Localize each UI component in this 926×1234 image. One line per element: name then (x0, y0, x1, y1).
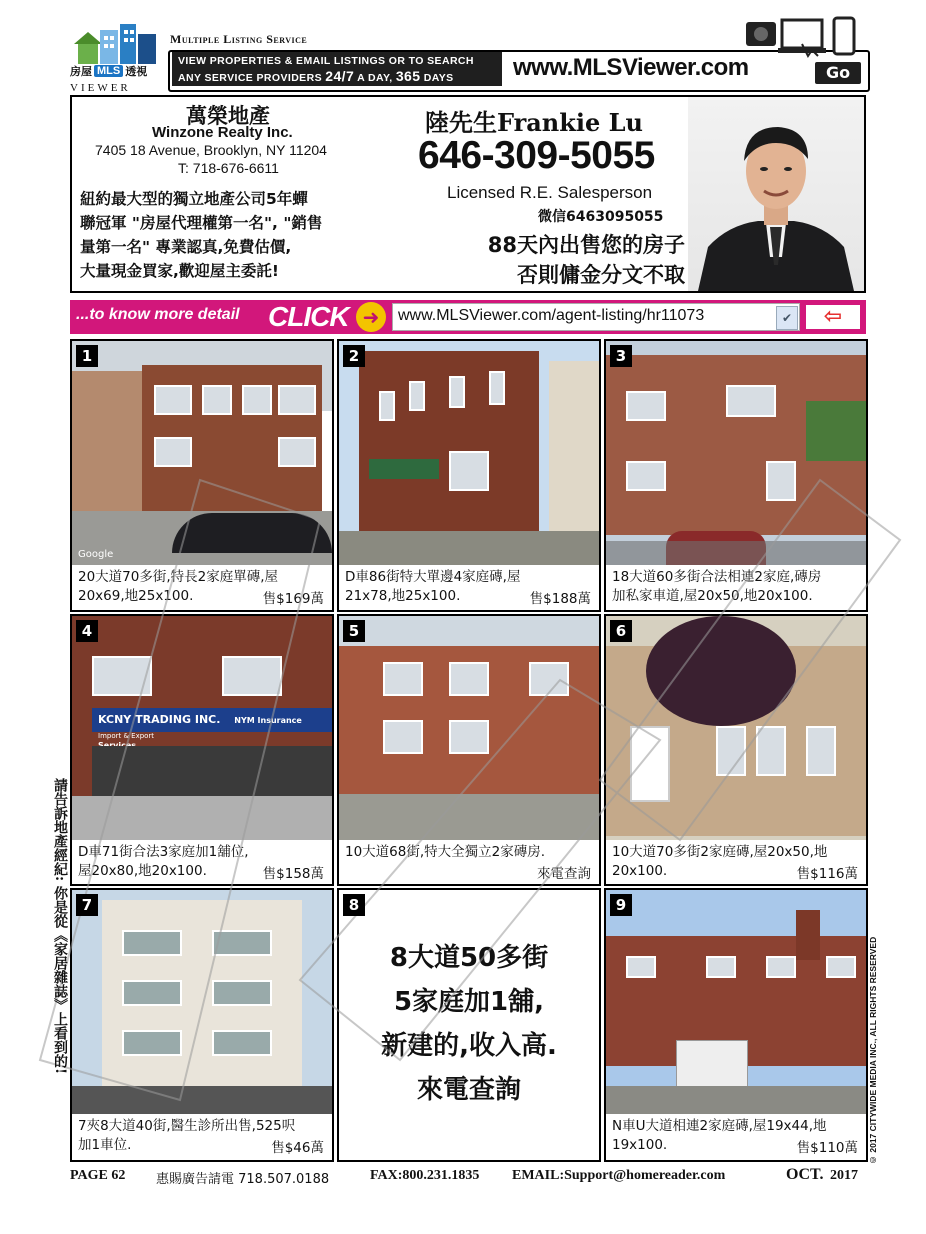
listing-number: 1 (76, 345, 98, 367)
listing-number: 9 (610, 894, 632, 916)
email: EMAIL:Support@homereader.com (512, 1168, 726, 1183)
site-url-link[interactable]: www.MLSViewer.com (513, 54, 749, 81)
listing-photo-7 (72, 890, 332, 1114)
listing-card-6[interactable] (604, 614, 868, 886)
agent-promise: 88天內出售您的房子 否則傭金分文不取 (487, 233, 685, 287)
listing-card-4[interactable] (70, 614, 334, 886)
listing-caption: 10大道68街,特大全獨立2家磚房. (345, 844, 546, 860)
logo-cn-left: 房屋 (70, 65, 92, 78)
company-name-cn: 萬榮地產 (186, 104, 270, 128)
fax: FAX:800.231.1835 (370, 1168, 480, 1183)
chevron-down-icon[interactable]: ✔ (776, 306, 798, 330)
promo-line: 紐約最大型的獨立地產公司5年蟬 (80, 190, 308, 208)
side-note: 請告訴地產經紀: 你是從《家居雜誌》上看到的! (52, 778, 68, 1075)
house-logo-icon (70, 24, 160, 66)
listing-caption: 18大道60多街合法相連2家庭,磚房 加私家車道,屋20x50,地20x100. (612, 569, 822, 604)
listing-caption: D車71街合法3家庭加1舖位, 屋20x80,地20x100. (78, 844, 249, 879)
click-word[interactable]: CLICK (268, 301, 349, 332)
page-number: PAGE 62 (70, 1168, 126, 1183)
company-name-en: Winzone Realty Inc. (152, 124, 293, 141)
listing-price: 售$110萬 (796, 1140, 858, 1156)
listing-price: 售$158萬 (262, 866, 324, 882)
listing-number: 8 (343, 894, 365, 916)
logo-cn-right: 透視 (125, 65, 148, 78)
click-bar-lead: ...to know more detail (76, 306, 240, 323)
google-mark: Google (78, 549, 114, 560)
banner-line-1: VIEW PROPERTIES & EMAIL LISTINGS OR TO SEARCH (178, 55, 474, 67)
banner-text (172, 52, 502, 86)
listing-card-7[interactable] (70, 888, 334, 1162)
listing-number: 2 (343, 345, 365, 367)
listing-photo-6 (606, 616, 866, 840)
listing-card-3[interactable] (604, 339, 868, 612)
company-phone: T: 718-676-6611 (178, 160, 279, 176)
store-sign-1: KCNY TRADING INC. (98, 713, 221, 726)
company-address: 7405 18 Avenue, Brooklyn, NY 11204 (95, 142, 327, 158)
listing-number: 6 (610, 620, 632, 642)
agent-wechat: 微信6463095055 (538, 209, 664, 225)
issue-year: 2017 (830, 1168, 858, 1183)
listing-photo-3 (606, 341, 866, 565)
listing-card-1[interactable] (70, 339, 334, 612)
promo-line: 量第一名" 專業認真,免費估價, (80, 238, 292, 256)
listing-photo-4 (72, 616, 332, 840)
listing-price: 售$169萬 (262, 591, 324, 607)
copyright: © 2017 CITYWIDE MEDIA INC., ALL RIGHTS RESERVED (868, 936, 878, 1165)
agent-portrait-icon (688, 97, 864, 291)
listing-photo-5 (339, 616, 599, 840)
issue-month: OCT. (786, 1166, 824, 1183)
listing-caption: N車U大道相連2家庭磚,屋19x44,地 19x100. (612, 1118, 827, 1153)
listing-url[interactable]: www.MLSViewer.com/agent-listing/hr11073 (398, 307, 705, 324)
listing-caption: 10大道70多街2家庭磚,屋20x50,地 20x100. (612, 844, 828, 879)
listing-photo-1 (72, 341, 332, 565)
promo-line: 大量現金買家,歡迎屋主委託! (80, 262, 279, 280)
agent-license: Licensed R.E. Salesperson (447, 183, 653, 202)
listing-number: 7 (76, 894, 98, 916)
store-sign-sub: Import & Export (98, 732, 155, 740)
listing-card-5[interactable] (337, 614, 601, 886)
agent-photo (688, 97, 864, 291)
back-arrow-button[interactable]: ⇦ (804, 303, 862, 331)
listing-price: 售$188萬 (529, 591, 591, 607)
listing-price: 售$116萬 (796, 866, 858, 882)
listing-inquiry: 來電查詢 (537, 866, 591, 882)
listing-number: 3 (610, 345, 632, 367)
company-promo (80, 187, 420, 283)
listing-card-9[interactable] (604, 888, 868, 1162)
agent-name: 陸先生Frankie Lu (425, 108, 643, 137)
devices-icon (742, 16, 862, 60)
listing-caption: 7夾8大道40街,醫生診所出售,525呎 加1車位. (78, 1118, 296, 1153)
listing-number: 5 (343, 620, 365, 642)
promo-line: 聯冠軍 "房屋代理權第一名", "銷售 (80, 214, 323, 232)
banner-line-2: ANY SERVICE PROVIDERS 24/7 A DAY, 365 DAYS (178, 68, 454, 84)
ad-phone: 惠賜廣告請電 718.507.0188 (156, 1172, 330, 1187)
listing-caption: 20大道70多街,特長2家庭單磚,屋 20x69,地25x100. (78, 569, 279, 604)
mls-viewer-logo (70, 24, 160, 94)
agent-phone[interactable]: 646-309-5055 (418, 134, 655, 177)
arrow-right-icon[interactable]: ➜ (356, 302, 386, 332)
listing-photo-9 (606, 890, 866, 1114)
listing-card-2[interactable] (337, 339, 601, 612)
listing-number: 4 (76, 620, 98, 642)
store-sign-2: NYM Insurance (234, 716, 302, 725)
go-button[interactable]: Go (815, 62, 861, 84)
logo-viewer-text: VIEWER (70, 82, 131, 94)
listing-caption: D車86街特大單邊4家庭磚,屋 21x78,地25x100. (345, 569, 521, 604)
listing-photo-2 (339, 341, 599, 565)
service-title: Multiple Listing Service (170, 32, 308, 46)
listing-price: 售$46萬 (271, 1140, 324, 1156)
listing-card-8[interactable] (337, 888, 601, 1162)
logo-mls: MLS (94, 65, 123, 77)
listing-8-text: 8大道50多街 5家庭加1舖, 新建的,收入高. 來電查詢 (381, 943, 557, 1105)
footer (70, 1168, 866, 1190)
